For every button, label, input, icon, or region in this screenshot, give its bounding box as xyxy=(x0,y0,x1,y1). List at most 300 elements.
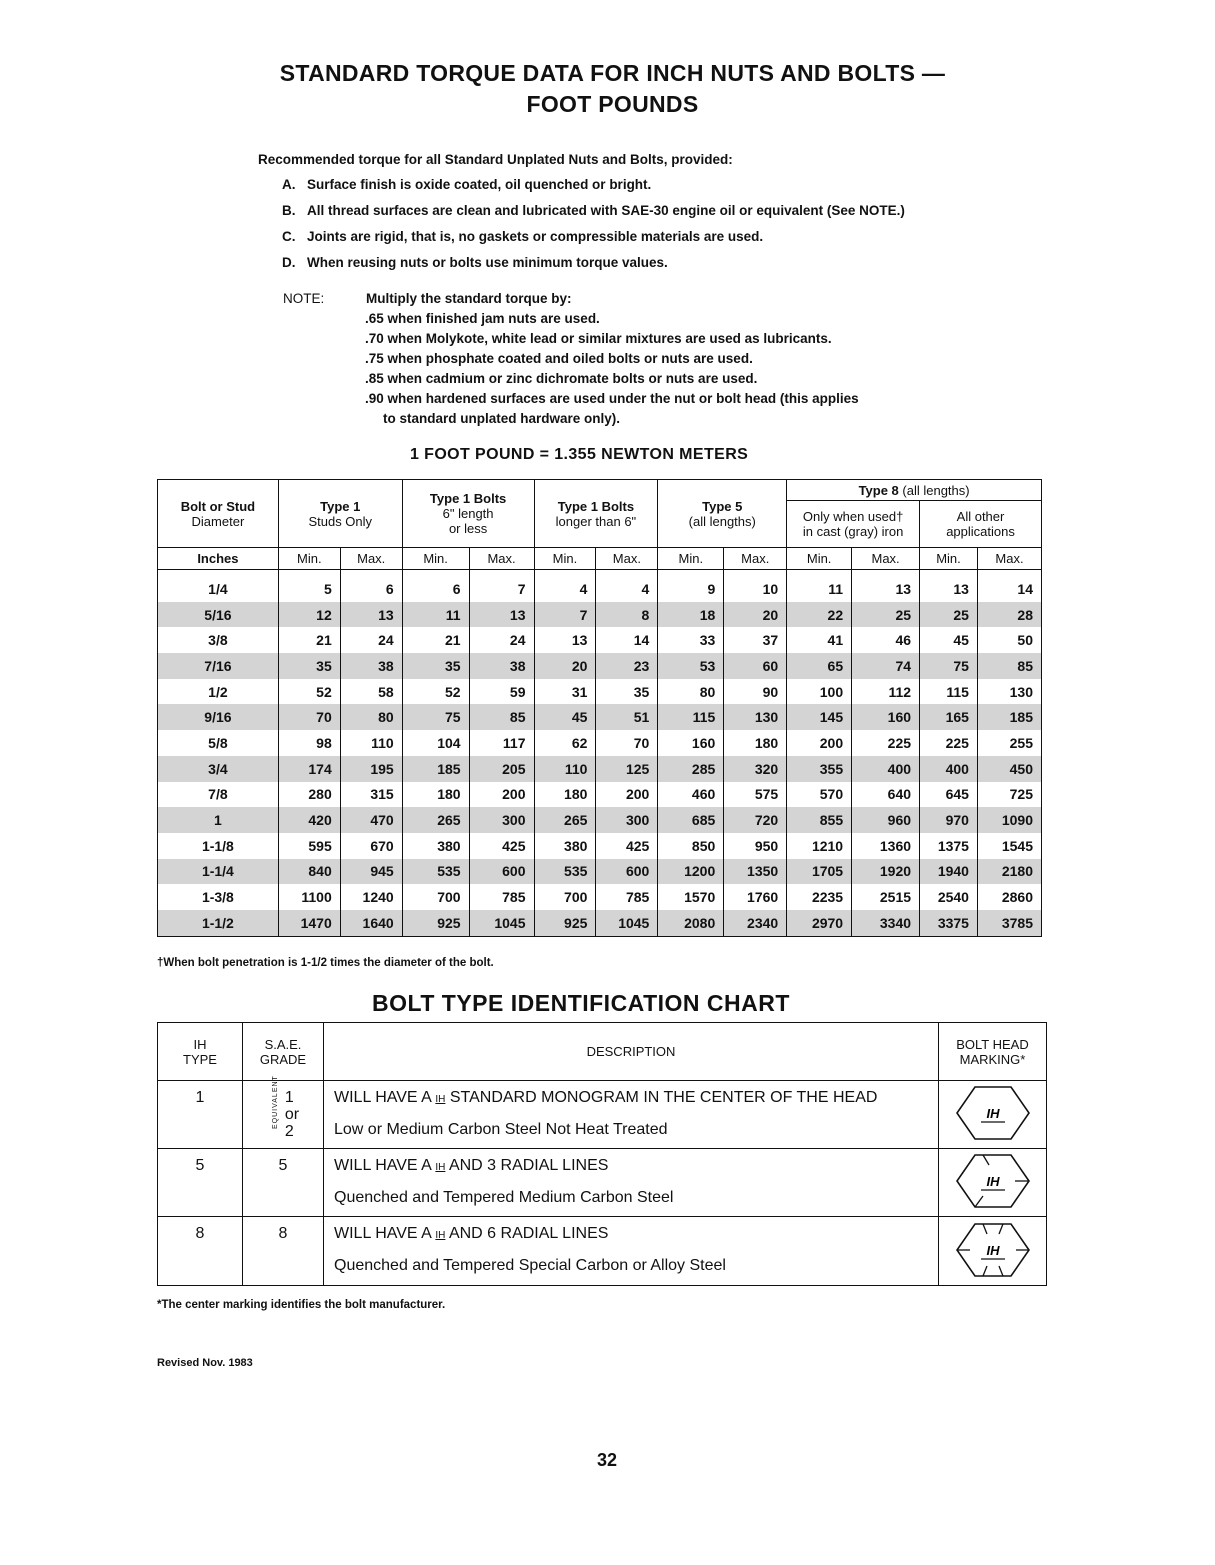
torque-max: 575 xyxy=(724,782,787,808)
torque-row xyxy=(158,627,1042,653)
header-text: TYPE xyxy=(183,1051,217,1067)
torque-max: 945 xyxy=(340,859,402,885)
header-text: 6" length xyxy=(442,506,494,521)
torque-min: 52 xyxy=(402,679,469,705)
sae-grade-value: 5 xyxy=(243,1149,324,1217)
grade-text: or xyxy=(284,1106,300,1123)
torque-max: 670 xyxy=(340,833,402,859)
torque-min: 75 xyxy=(402,704,469,730)
note-block xyxy=(283,289,1043,426)
torque-max: 10 xyxy=(724,576,787,602)
condition-text: Surface finish is oxide coated, oil quenched or bright. xyxy=(307,177,652,192)
torque-min: 1200 xyxy=(658,859,724,885)
note-factor: .85 when cadmium or zinc dichromate bolts or nuts are used. xyxy=(365,371,758,386)
hex-logo-text: IH xyxy=(986,1242,999,1258)
header-text: Type 1 Bolts xyxy=(429,491,507,506)
dagger-footnote: †When bolt penetration is 1-1/2 times the diameter of the bolt. xyxy=(157,957,494,969)
intro-lead: Recommended torque for all Standard Unplated Nuts and Bolts, provided: xyxy=(258,152,733,167)
bolt-diameter: 5/8 xyxy=(158,730,279,756)
header-text: or less xyxy=(448,521,488,536)
torque-max: 13 xyxy=(469,602,534,628)
revised-date: Revised Nov. 1983 xyxy=(157,1357,253,1369)
torque-min: 855 xyxy=(787,807,852,833)
torque-min: 185 xyxy=(402,756,469,782)
torque-max: 14 xyxy=(977,576,1041,602)
torque-max: 2860 xyxy=(977,884,1041,910)
torque-max: 35 xyxy=(596,679,658,705)
header-bolt-head-marking xyxy=(939,1023,1047,1081)
torque-max: 425 xyxy=(596,833,658,859)
torque-max: 130 xyxy=(977,679,1041,705)
torque-max: 600 xyxy=(596,859,658,885)
torque-min: 13 xyxy=(534,627,596,653)
torque-min: 840 xyxy=(278,859,340,885)
header-type1-studs xyxy=(278,480,402,548)
header-min: Min. xyxy=(278,548,340,570)
torque-row xyxy=(158,859,1042,885)
header-min: Min. xyxy=(787,548,852,570)
torque-min: 45 xyxy=(920,627,978,653)
torque-max: 130 xyxy=(724,704,787,730)
bolt-diameter: 3/4 xyxy=(158,756,279,782)
torque-min: 1470 xyxy=(278,910,340,936)
torque-max: 8 xyxy=(596,602,658,628)
torque-max: 1240 xyxy=(340,884,402,910)
condition-text: All thread surfaces are clean and lubricated with SAE-30 engine oil or equivalent (See NOTE.) xyxy=(307,203,905,218)
note-lead: Multiply the standard torque by: xyxy=(366,291,572,306)
torque-max: 4 xyxy=(596,576,658,602)
torque-min: 11 xyxy=(402,602,469,628)
intro-conditions xyxy=(258,152,1078,280)
torque-min: 31 xyxy=(534,679,596,705)
torque-max: 785 xyxy=(469,884,534,910)
description-line-2: Low or Medium Carbon Steel Not Heat Treated xyxy=(334,1121,668,1138)
torque-min: 13 xyxy=(920,576,978,602)
header-text: applications xyxy=(946,524,1015,539)
condition-text: When reusing nuts or bolts use minimum torque values. xyxy=(307,255,668,270)
torque-max: 400 xyxy=(852,756,920,782)
description-text: WILL HAVE A xyxy=(334,1089,431,1106)
torque-max: 23 xyxy=(596,653,658,679)
torque-min: 21 xyxy=(402,627,469,653)
torque-row xyxy=(158,884,1042,910)
torque-min: 380 xyxy=(534,833,596,859)
torque-min: 1375 xyxy=(920,833,978,859)
bolt-diameter: 1-1/8 xyxy=(158,833,279,859)
bolt-description xyxy=(324,1149,939,1217)
star-footnote: *The center marking identifies the bolt manufacturer. xyxy=(157,1299,446,1311)
torque-max: 200 xyxy=(469,782,534,808)
condition-text: Joints are rigid, that is, no gaskets or compressible materials are used. xyxy=(307,229,764,244)
torque-max: 58 xyxy=(340,679,402,705)
conversion-note: 1 FOOT POUND = 1.355 NEWTON METERS xyxy=(410,446,749,463)
bolt-diameter: 7/8 xyxy=(158,782,279,808)
torque-max: 1545 xyxy=(977,833,1041,859)
condition-c xyxy=(282,228,1078,245)
header-text: longer than 6" xyxy=(555,513,637,529)
torque-max: 600 xyxy=(469,859,534,885)
torque-min: 595 xyxy=(278,833,340,859)
torque-max: 117 xyxy=(469,730,534,756)
torque-min: 174 xyxy=(278,756,340,782)
hex-head-6-lines-icon xyxy=(953,1219,1033,1281)
torque-max: 125 xyxy=(596,756,658,782)
bolt-description xyxy=(324,1081,939,1149)
bolt-chart-title: BOLT TYPE IDENTIFICATION CHART xyxy=(372,990,790,1016)
ih-logo-icon: IH xyxy=(435,1230,446,1241)
title-line-2: FOOT POUNDS xyxy=(526,91,699,117)
torque-max: 315 xyxy=(340,782,402,808)
torque-min: 535 xyxy=(534,859,596,885)
torque-min: 925 xyxy=(534,910,596,936)
torque-max: 59 xyxy=(469,679,534,705)
torque-min: 4 xyxy=(534,576,596,602)
torque-min: 5 xyxy=(278,576,340,602)
torque-min: 11 xyxy=(787,576,852,602)
sae-grade-value xyxy=(243,1075,324,1149)
torque-row xyxy=(158,833,1042,859)
torque-min: 2080 xyxy=(658,910,724,936)
note-factor: .75 when phosphate coated and oiled bolts or nuts are used. xyxy=(365,351,753,366)
torque-min: 200 xyxy=(787,730,852,756)
header-text: GRADE xyxy=(259,1051,307,1067)
torque-min: 2970 xyxy=(787,910,852,936)
torque-max: 195 xyxy=(340,756,402,782)
torque-table-body xyxy=(158,570,1042,937)
torque-max: 37 xyxy=(724,627,787,653)
header-sae-grade xyxy=(243,1023,324,1081)
torque-row xyxy=(158,576,1042,602)
header-diameter xyxy=(158,480,279,548)
condition-letter: A. xyxy=(282,177,296,192)
torque-max: 225 xyxy=(852,730,920,756)
note-factor: .70 when Molykote, white lead or similar mixtures are used as lubricants. xyxy=(365,331,832,346)
torque-min: 535 xyxy=(402,859,469,885)
torque-max: 1640 xyxy=(340,910,402,936)
bolt-diameter: 7/16 xyxy=(158,653,279,679)
torque-min: 1100 xyxy=(278,884,340,910)
header-text: All other xyxy=(956,509,1005,524)
torque-max: 1920 xyxy=(852,859,920,885)
torque-min: 1210 xyxy=(787,833,852,859)
torque-max: 7 xyxy=(469,576,534,602)
bolt-head-marking xyxy=(939,1081,1047,1149)
title-line-1: STANDARD TORQUE DATA FOR INCH NUTS AND BOLTS — xyxy=(279,60,946,86)
torque-min: 1570 xyxy=(658,884,724,910)
torque-min: 80 xyxy=(658,679,724,705)
torque-max: 38 xyxy=(340,653,402,679)
torque-min: 2235 xyxy=(787,884,852,910)
header-text: Diameter xyxy=(191,513,245,529)
torque-max: 1045 xyxy=(469,910,534,936)
torque-max: 1350 xyxy=(724,859,787,885)
header-type8-other xyxy=(920,501,1042,548)
ih-logo-icon: IH xyxy=(435,1162,446,1173)
condition-a xyxy=(282,176,1078,193)
header-min: Min. xyxy=(534,548,596,570)
note-factor: .90 when hardened surfaces are used under the nut or bolt head (this applies xyxy=(365,391,859,406)
header-max: Max. xyxy=(724,548,787,570)
ih-type-value: 5 xyxy=(158,1149,243,1217)
header-text: in cast (gray) iron xyxy=(802,524,904,539)
torque-min: 160 xyxy=(658,730,724,756)
ih-logo-icon: IH xyxy=(435,1094,446,1105)
header-description: DESCRIPTION xyxy=(324,1023,939,1081)
header-units-row xyxy=(158,548,1042,570)
torque-max: 1360 xyxy=(852,833,920,859)
header-max: Max. xyxy=(852,548,920,570)
torque-min: 700 xyxy=(534,884,596,910)
torque-min: 1705 xyxy=(787,859,852,885)
torque-max: 13 xyxy=(852,576,920,602)
hex-head-plain-icon xyxy=(953,1082,1033,1144)
torque-min: 400 xyxy=(920,756,978,782)
torque-max: 110 xyxy=(340,730,402,756)
header-min: Min. xyxy=(920,548,978,570)
grade-text: 2 xyxy=(284,1123,294,1140)
torque-max: 13 xyxy=(340,602,402,628)
torque-max: 14 xyxy=(596,627,658,653)
torque-min: 180 xyxy=(402,782,469,808)
description-text: WILL HAVE A xyxy=(334,1157,431,1174)
torque-table xyxy=(157,479,1042,937)
torque-min: 21 xyxy=(278,627,340,653)
header-type1-long-bolts xyxy=(534,480,658,548)
equivalent-label: EQUIVALENT xyxy=(271,1075,279,1129)
torque-min: 45 xyxy=(534,704,596,730)
header-text: Type 8 xyxy=(858,482,899,498)
torque-min: 22 xyxy=(787,602,852,628)
hex-logo-text: IH xyxy=(986,1106,999,1121)
torque-min: 460 xyxy=(658,782,724,808)
header-max: Max. xyxy=(977,548,1041,570)
torque-min: 100 xyxy=(787,679,852,705)
torque-min: 850 xyxy=(658,833,724,859)
torque-min: 33 xyxy=(658,627,724,653)
torque-min: 52 xyxy=(278,679,340,705)
torque-min: 180 xyxy=(534,782,596,808)
description-line-1 xyxy=(334,1089,928,1107)
description-line-1 xyxy=(334,1225,928,1243)
bolt-diameter: 5/16 xyxy=(158,602,279,628)
page-title xyxy=(150,58,1075,120)
torque-max: 60 xyxy=(724,653,787,679)
bolt-identification-table xyxy=(157,1022,1047,1286)
torque-min: 420 xyxy=(278,807,340,833)
torque-min: 70 xyxy=(278,704,340,730)
header-ih-type xyxy=(158,1023,243,1081)
torque-min: 165 xyxy=(920,704,978,730)
torque-min: 380 xyxy=(402,833,469,859)
torque-max: 2340 xyxy=(724,910,787,936)
torque-max: 1760 xyxy=(724,884,787,910)
torque-max: 725 xyxy=(977,782,1041,808)
torque-min: 25 xyxy=(920,602,978,628)
header-max: Max. xyxy=(340,548,402,570)
torque-max: 85 xyxy=(977,653,1041,679)
torque-max: 3340 xyxy=(852,910,920,936)
condition-d xyxy=(282,254,1078,271)
header-text: S.A.E. xyxy=(264,1036,302,1052)
description-text: STANDARD MONOGRAM IN THE CENTER OF THE HEAD xyxy=(449,1089,878,1106)
torque-min: 145 xyxy=(787,704,852,730)
torque-min: 285 xyxy=(658,756,724,782)
torque-max: 425 xyxy=(469,833,534,859)
note-factor-continued: to standard unplated hardware only). xyxy=(383,411,621,426)
torque-min: 115 xyxy=(658,704,724,730)
description-text: AND 6 RADIAL LINES xyxy=(448,1225,609,1242)
torque-row xyxy=(158,679,1042,705)
torque-max: 185 xyxy=(977,704,1041,730)
sae-grade-value: 8 xyxy=(243,1217,324,1286)
description-line-1 xyxy=(334,1157,928,1175)
torque-max: 51 xyxy=(596,704,658,730)
torque-max: 70 xyxy=(596,730,658,756)
header-min: Min. xyxy=(658,548,724,570)
header-type8-cast-iron xyxy=(787,501,920,548)
header-text: Only when used† xyxy=(802,509,904,524)
torque-min: 12 xyxy=(278,602,340,628)
torque-min: 35 xyxy=(402,653,469,679)
torque-min: 645 xyxy=(920,782,978,808)
header-text: Type 1 Bolts xyxy=(557,498,635,514)
torque-row xyxy=(158,602,1042,628)
torque-max: 90 xyxy=(724,679,787,705)
header-inches: Inches xyxy=(158,548,279,570)
torque-max: 112 xyxy=(852,679,920,705)
torque-min: 41 xyxy=(787,627,852,653)
torque-row xyxy=(158,807,1042,833)
header-max: Max. xyxy=(469,548,534,570)
header-text: Type 5 xyxy=(702,498,743,514)
torque-min: 280 xyxy=(278,782,340,808)
torque-row xyxy=(158,704,1042,730)
bolt-diameter: 1-1/2 xyxy=(158,910,279,936)
torque-min: 1940 xyxy=(920,859,978,885)
torque-max: 950 xyxy=(724,833,787,859)
torque-min: 115 xyxy=(920,679,978,705)
torque-min: 265 xyxy=(402,807,469,833)
torque-row xyxy=(158,653,1042,679)
header-text: (all lengths) xyxy=(688,513,756,529)
torque-min: 104 xyxy=(402,730,469,756)
torque-min: 20 xyxy=(534,653,596,679)
torque-max: 1090 xyxy=(977,807,1041,833)
header-text: MARKING* xyxy=(959,1051,1026,1067)
header-text: Studs Only xyxy=(308,513,373,529)
torque-max: 960 xyxy=(852,807,920,833)
torque-max: 320 xyxy=(724,756,787,782)
grade-text: 1 xyxy=(284,1089,294,1106)
bolt-diameter: 1/2 xyxy=(158,679,279,705)
torque-min: 6 xyxy=(402,576,469,602)
torque-max: 450 xyxy=(977,756,1041,782)
torque-max: 38 xyxy=(469,653,534,679)
description-line-2: Quenched and Tempered Medium Carbon Steel xyxy=(334,1189,674,1206)
header-type5 xyxy=(658,480,787,548)
ih-type-value: 8 xyxy=(158,1217,243,1286)
torque-max: 74 xyxy=(852,653,920,679)
bolt-row-type-8 xyxy=(158,1217,1047,1286)
torque-max: 470 xyxy=(340,807,402,833)
torque-min: 53 xyxy=(658,653,724,679)
torque-min: 35 xyxy=(278,653,340,679)
torque-min: 62 xyxy=(534,730,596,756)
hex-head-3-lines-icon xyxy=(953,1150,1033,1212)
description-text: AND 3 RADIAL LINES xyxy=(448,1157,609,1174)
torque-min: 265 xyxy=(534,807,596,833)
torque-max: 205 xyxy=(469,756,534,782)
torque-max: 640 xyxy=(852,782,920,808)
bolt-diameter: 3/8 xyxy=(158,627,279,653)
torque-max: 20 xyxy=(724,602,787,628)
header-text: BOLT HEAD xyxy=(956,1036,1029,1052)
torque-max: 50 xyxy=(977,627,1041,653)
bolt-diameter: 1/4 xyxy=(158,576,279,602)
description-text: WILL HAVE A xyxy=(334,1225,431,1242)
condition-letter: C. xyxy=(282,229,296,244)
torque-row xyxy=(158,910,1042,936)
header-text: Type 1 xyxy=(320,498,361,514)
torque-max: 85 xyxy=(469,704,534,730)
torque-min: 18 xyxy=(658,602,724,628)
torque-min: 570 xyxy=(787,782,852,808)
condition-letter: D. xyxy=(282,255,296,270)
torque-min: 700 xyxy=(402,884,469,910)
header-max: Max. xyxy=(596,548,658,570)
torque-max: 300 xyxy=(596,807,658,833)
torque-min: 3375 xyxy=(920,910,978,936)
torque-max: 24 xyxy=(340,627,402,653)
torque-max: 300 xyxy=(469,807,534,833)
torque-row xyxy=(158,782,1042,808)
torque-max: 80 xyxy=(340,704,402,730)
torque-max: 2515 xyxy=(852,884,920,910)
torque-min: 7 xyxy=(534,602,596,628)
bolt-diameter: 1 xyxy=(158,807,279,833)
torque-max: 6 xyxy=(340,576,402,602)
hex-logo-text: IH xyxy=(986,1174,999,1189)
condition-b xyxy=(282,202,1078,219)
torque-min: 9 xyxy=(658,576,724,602)
header-text: IH xyxy=(193,1036,207,1052)
header-min: Min. xyxy=(402,548,469,570)
torque-max: 785 xyxy=(596,884,658,910)
torque-min: 355 xyxy=(787,756,852,782)
bolt-diameter: 1-3/8 xyxy=(158,884,279,910)
torque-min: 685 xyxy=(658,807,724,833)
torque-min: 75 xyxy=(920,653,978,679)
torque-max: 255 xyxy=(977,730,1041,756)
torque-max: 24 xyxy=(469,627,534,653)
torque-max: 180 xyxy=(724,730,787,756)
header-type8 xyxy=(787,480,1042,501)
torque-max: 200 xyxy=(596,782,658,808)
bolt-diameter: 9/16 xyxy=(158,704,279,730)
torque-max: 720 xyxy=(724,807,787,833)
header-text: Bolt or Stud xyxy=(180,498,256,514)
page-number: 32 xyxy=(597,1450,618,1470)
torque-min: 925 xyxy=(402,910,469,936)
torque-min: 110 xyxy=(534,756,596,782)
torque-min: 225 xyxy=(920,730,978,756)
torque-min: 98 xyxy=(278,730,340,756)
torque-min: 65 xyxy=(787,653,852,679)
torque-max: 3785 xyxy=(977,910,1041,936)
note-label: NOTE: xyxy=(283,291,325,306)
bolt-row-type-5 xyxy=(158,1149,1047,1217)
note-factor: .65 when finished jam nuts are used. xyxy=(365,311,600,326)
